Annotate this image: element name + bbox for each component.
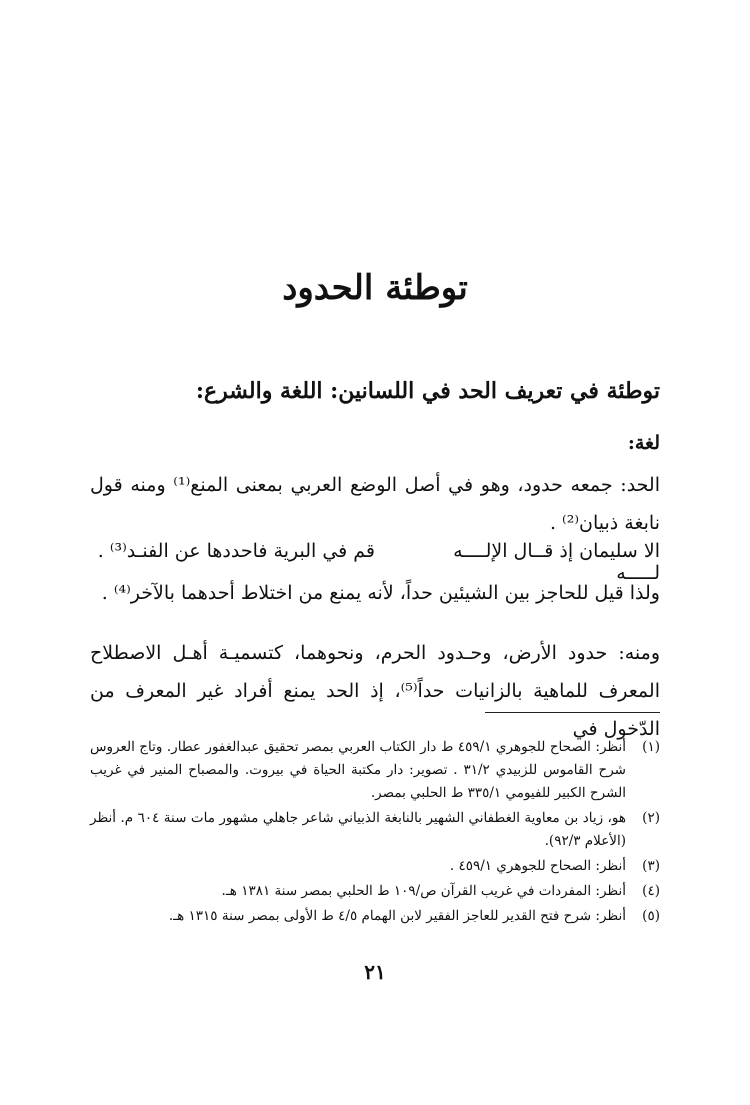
poetry-verse (90, 540, 660, 584)
footnote-number: (٣) (642, 858, 660, 874)
section-heading: توطئة في تعريف الحد في اللسانين: اللغة والشرع: (195, 378, 660, 404)
subheading: لغة: (627, 432, 660, 454)
footnote-text: أنظر: شرح فتح القدير للعاجز الفقير لابن الهمام ٤/٥ ط الأولى بمصر سنة ١٣١٥ هـ. (168, 908, 626, 924)
footnote-item (90, 807, 660, 853)
chapter-title: توطئة الحدود (282, 268, 468, 308)
footnote-text: أنظر: المفردات في غريب القرآن ص/١٠٩ ط الحلبي بمصر سنة ١٣٨١ هـ. (221, 883, 626, 899)
footnote-text: أنظر: الصحاح للجوهري ٤٥٩/١ . (449, 858, 626, 874)
paragraph-barrier: ولذا قيل للحاجز بين الشيئين حداً، لأنه يمنع من اختلاط أحدهما بالآخر⁽⁴⁾ . (101, 582, 660, 604)
footnote-text: أنظر: الصحاح للجوهري ٤٥٩/١ ط دار الكتاب العربي بمصر تحقيق عبدالغفور عطار. وتاج العروس شرح القاموس للزبيدي ٣١/٢ . تصوير: دار مكتبة الحياة في بيروت. والمصباح المنير في غريب الشرح الكبير للفيومي ٣٣٥/١ ط الحلبي بمصر. (90, 739, 626, 801)
footnote-divider (485, 712, 660, 713)
footnote-item (90, 880, 660, 903)
footnote-item (90, 905, 660, 928)
footnotes (90, 736, 660, 930)
footnote-item (90, 855, 660, 878)
footnote-number: (١) (642, 739, 660, 755)
footnote-number: (٢) (642, 810, 660, 826)
footnote-item (90, 736, 660, 805)
verse-first-hemistich: الا سليمان إذ قــال الإلــــه لـــــه (453, 540, 660, 584)
verse-second-hemistich: قم في البرية فاحددها عن الفنـد⁽³⁾ . (97, 540, 376, 562)
paragraph-definition: الحد: جمعه حدود، وهو في أصل الوضع العربي بمعنى المنع⁽¹⁾ ومنه قول نابغة ذبيان⁽²⁾ . (90, 474, 660, 534)
footnote-number: (٤) (642, 883, 660, 899)
footnote-number: (٥) (642, 908, 660, 924)
page-number: ٢١ (364, 960, 386, 984)
paragraph-examples: ومنه: حدود الأرض، وحـدود الحرم، ونحوهما، كتسميـة أهـل الاصطلاح المعرف للماهية بالزانيات حداً⁽⁵⁾، إذ الحد يمنع أفراد غير المعرف من الدّخول في (90, 642, 660, 740)
footnote-text: هو، زياد بن معاوية الغطفاني الشهير بالنابغة الذبياني شاعر جاهلي مشهور مات سنة ٦٠٤ م. أنظر (الأعلام ٩٢/٣). (90, 810, 627, 849)
